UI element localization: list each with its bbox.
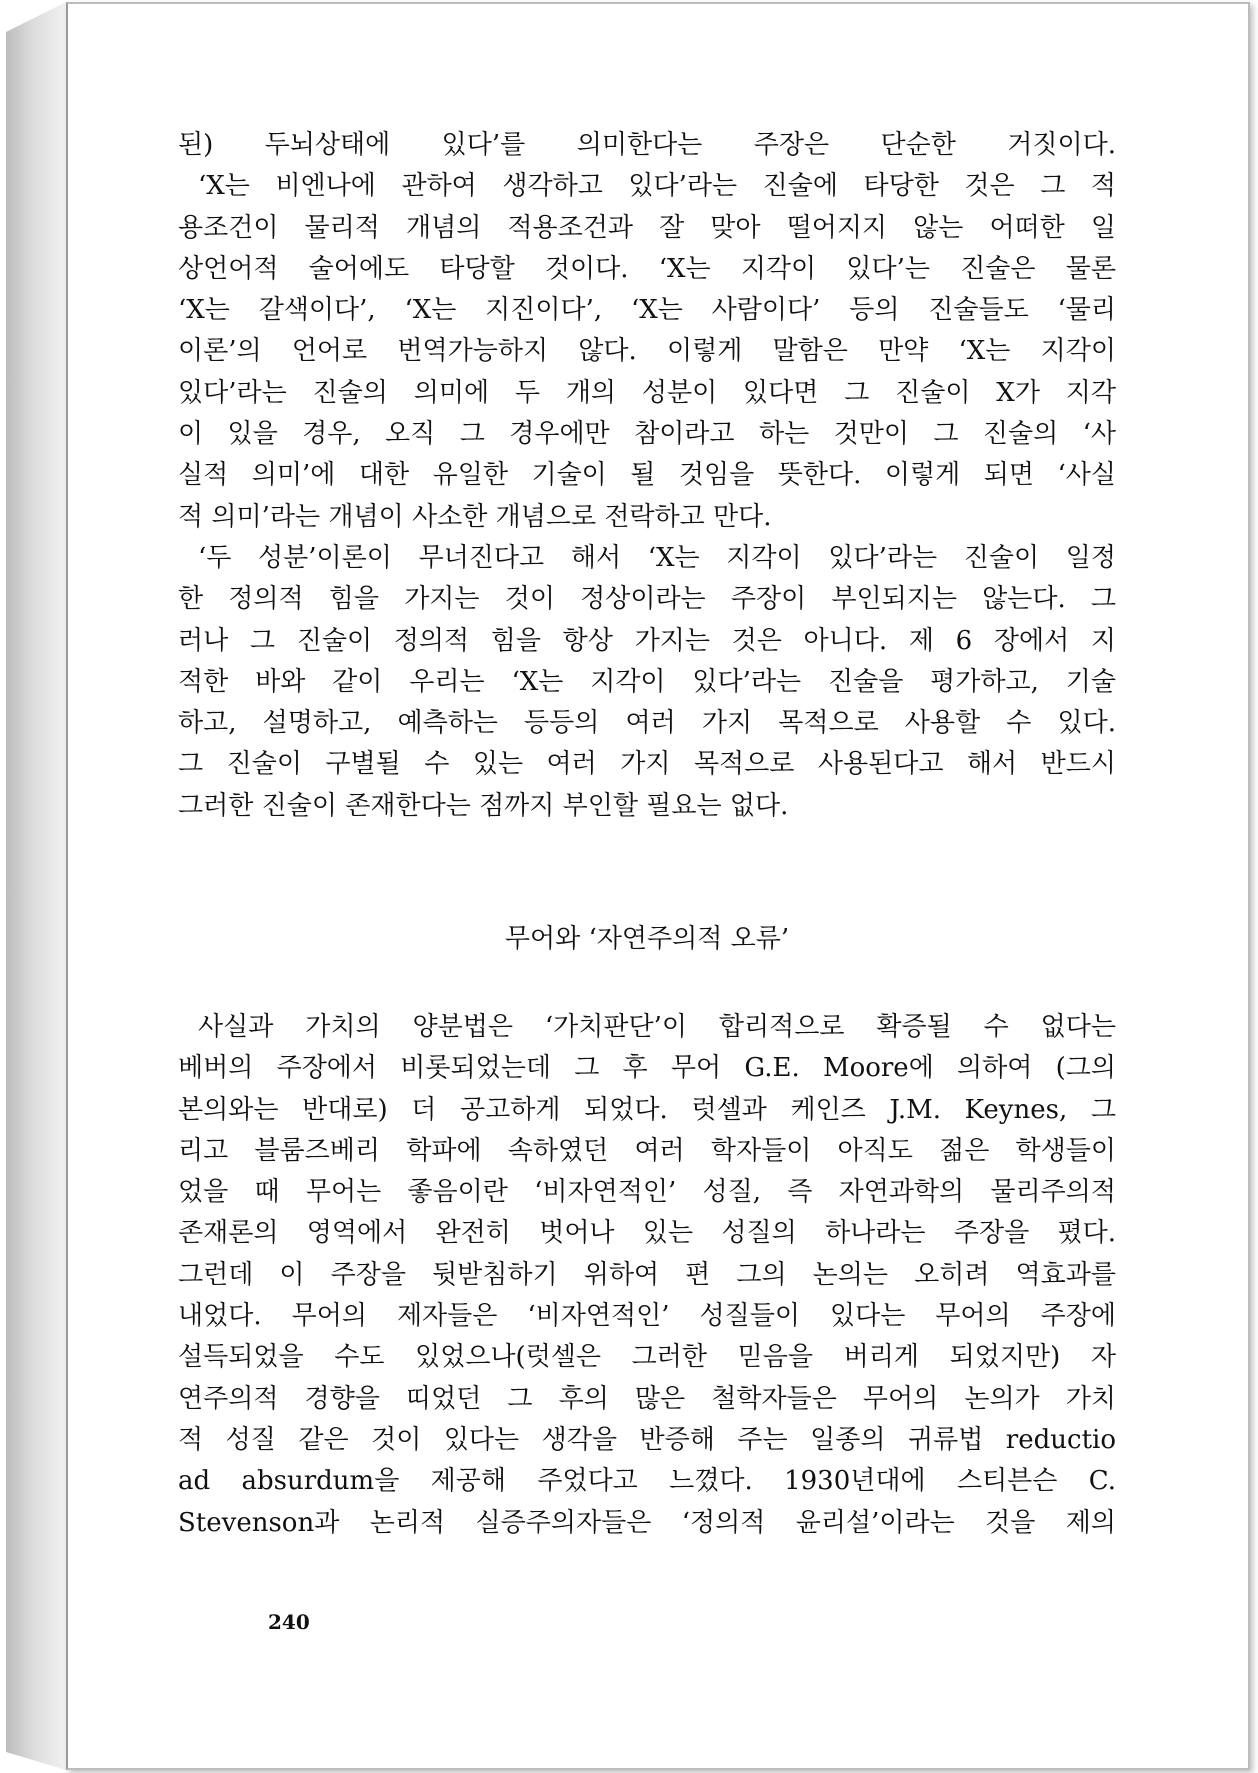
body-text-top — [178, 125, 1116, 827]
text-line: 설득되었을 수도 있었으나(럿셀은 그러한 믿음을 버리게 되었지만) 자 — [178, 1342, 1116, 1373]
text-line: 하고, 설명하고, 예측하는 등등의 여러 가지 목적으로 사용할 수 있다. — [178, 708, 1116, 739]
text-line: ‘X는 갈색이다’, ‘X는 지진이다’, ‘X는 사람이다’ 등의 진술들도 ‘물리 — [178, 295, 1116, 326]
text-line: 그런데 이 주장을 뒷받침하기 위하여 편 그의 논의는 오히려 역효과를 — [178, 1259, 1116, 1290]
text-line: 리고 블룸즈베리 학파에 속하였던 여러 학자들이 아직도 젊은 학생들이 — [178, 1135, 1116, 1166]
text-line: 러나 그 진술이 정의적 힘을 항상 가지는 것은 아니다. 제 6 장에서 지 — [178, 625, 1116, 656]
text-line: ‘X는 비엔나에 관하여 생각하고 있다’라는 진술에 타당한 것은 그 적 — [198, 171, 1116, 202]
book-spine — [6, 2, 66, 1770]
text-line: 이론’의 언어로 번역가능하지 않다. 이렇게 말함은 만약 ‘X는 지각이 — [178, 336, 1116, 367]
text-line: 본의와는 반대로) 더 공고하게 되었다. 럿셀과 케인즈 J.M. Keynes, 그 — [178, 1094, 1116, 1125]
text-line: 그 진술이 구별될 수 있는 여러 가지 목적으로 사용된다고 해서 반드시 — [178, 749, 1116, 780]
text-line: 존재론의 영역에서 완전히 벗어나 있는 성질의 하나라는 주장을 폈다. — [178, 1218, 1116, 1249]
text-line: 적한 바와 같이 우리는 ‘X는 지각이 있다’라는 진술을 평가하고, 기술 — [178, 666, 1116, 697]
body-text-bottom — [178, 1007, 1116, 1544]
text-line: 었을 때 무어는 좋음이란 ‘비자연적인’ 성질, 즉 자연과학의 물리주의적 — [178, 1177, 1116, 1208]
text-line: 이 있을 경우, 오직 그 경우에만 참이라고 하는 것만이 그 진술의 ‘사 — [178, 419, 1116, 450]
text-line: 상언어적 술어에도 타당할 것이다. ‘X는 지각이 있다’는 진술은 물론 — [178, 253, 1116, 284]
text-line: 그러한 진술이 존재한다는 점까지 부인할 필요는 없다. — [178, 790, 789, 821]
text-line: 사실과 가치의 양분법은 ‘가치판단’이 합리적으로 확증될 수 없다는 — [198, 1012, 1116, 1042]
text-line: 적 성질 같은 것이 있다는 생각을 반증해 주는 일종의 귀류법 reductio — [178, 1424, 1116, 1455]
text-line: ad absurdum을 제공해 주었다고 느꼈다. 1930년대에 스티븐슨 C. — [178, 1466, 1116, 1497]
text-line: 실적 의미’에 대한 유일한 기술이 될 것임을 뜻한다. 이렇게 되면 ‘사실 — [178, 460, 1116, 491]
text-line: 한 정의적 힘을 가지는 것이 정상이라는 주장이 부인되지는 않는다. 그 — [178, 584, 1116, 615]
text-line: 있다’라는 진술의 의미에 두 개의 성분이 있다면 그 진술이 X가 지각 — [178, 377, 1116, 408]
text-line: 된) 두뇌상태에 있다’를 의미한다는 주장은 단순한 거짓이다. — [178, 130, 1116, 160]
text-line: 베버의 주장에서 비롯되었는데 그 후 무어 G.E. Moore에 의하여 (그의 — [178, 1053, 1116, 1084]
text-line: Stevenson과 논리적 실증주의자들은 ‘정의적 윤리설’이라는 것을 제의 — [178, 1507, 1116, 1538]
section-heading: 무어와 ‘자연주의적 오류’ — [504, 924, 790, 954]
text-line: 적 의미’라는 개념이 사소한 개념으로 전락하고 만다. — [178, 501, 772, 532]
text-line: 내었다. 무어의 제자들은 ‘비자연적인’ 성질들이 있다는 무어의 주장에 — [178, 1301, 1116, 1332]
page-number: 240 — [268, 1610, 310, 1634]
text-line: 용조건이 물리적 개념의 적용조건과 잘 맞아 떨어지지 않는 어떠한 일 — [178, 212, 1116, 243]
text-line: ‘두 성분’이론이 무너진다고 해서 ‘X는 지각이 있다’라는 진술이 일정 — [198, 542, 1116, 573]
text-line: 연주의적 경향을 띠었던 그 후의 많은 철학자들은 무어의 논의가 가치 — [178, 1383, 1116, 1414]
